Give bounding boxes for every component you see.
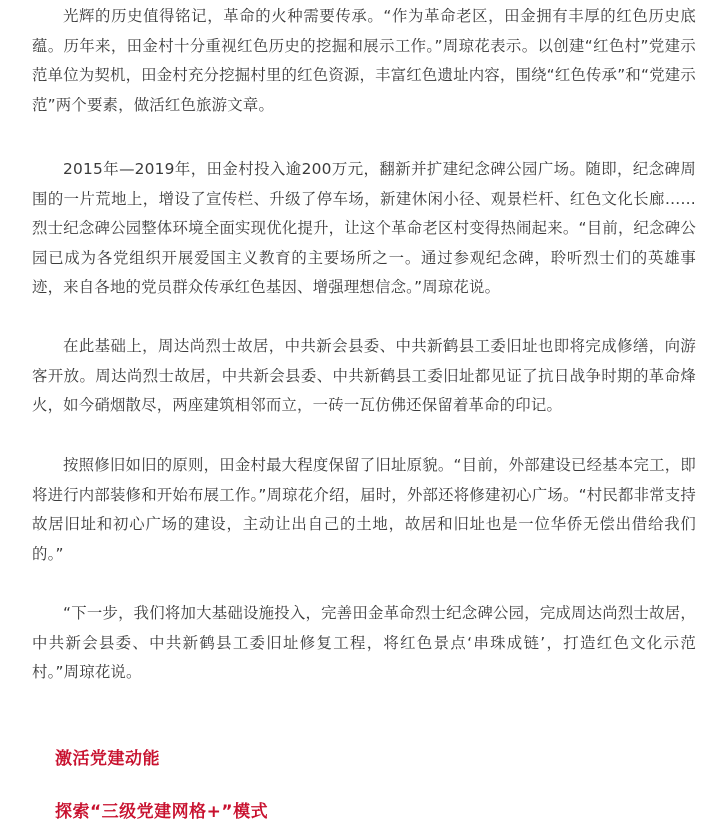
section-heading-party-building: 激活党建动能 <box>55 749 160 769</box>
paragraph-red-history: 光辉的历史值得铭记，革命的火种需要传承。“作为革命老区，田金拥有丰厚的红色历史底蕴。历年来，田金村十分重视红色历史的挖掘和展示工作。”周琼花表示。以创建“红色村”党建示范单位为契机，田金村充分挖掘村里的红色资源，丰富红色遗址内容，围绕“红色传承”和“党建示范”两个要素，做活红色旅游文章。 <box>32 7 696 114</box>
paragraph-next-step: “下一步，我们将加大基础设施投入，完善田金革命烈士纪念碑公园，完成周达尚烈士故居，中共新会县委、中共新鹤县工委旧址修复工程，将红色景点‘串珠成链’，打造红色文化示范村。”周琼花说。 <box>32 604 696 681</box>
paragraph-restoration: 按照修旧如旧的原则，田金村最大程度保留了旧址原貌。“目前，外部建设已经基本完工，即将进行内部装修和开始布展工作。”周琼花介绍，届时，外部还将修建初心广场。“村民都非常支持故居旧址和初心广场的建设，主动让出自己的土地，故居和旧址也是一位华侨无偿出借给我们的。” <box>32 456 696 563</box>
paragraph-memorial-park: 2015年—2019年，田金村投入逾200万元，翻新并扩建纪念碑公园广场。随即，纪念碑周围的一片荒地上，增设了宣传栏、升级了停车场，新建休闲小径、观景栏杆、红色文化长廊……烈士纪念碑公园整体环境全面实现优化提升，让这个革命老区村变得热闹起来。“目前，纪念碑公园已成为各党组织开展爱国主义教育的主要场所之一。通过参观纪念碑，聆听烈士们的英雄事迹，来自各地的党员群众传承红色基因、增强理想信念。”周琼花说。 <box>32 160 696 296</box>
paragraph-former-residence: 在此基础上，周达尚烈士故居，中共新会县委、中共新鹤县工委旧址也即将完成修缮，向游客开放。周达尚烈士故居，中共新会县委、中共新鹤县工委旧址都见证了抗日战争时期的革命烽火，如今硝烟散尽，两座建筑相邻而立，一砖一瓦仿佛还保留着革命的印记。 <box>32 337 696 414</box>
section-heading-grid-model: 探索“三级党建网格+”模式 <box>55 802 269 822</box>
